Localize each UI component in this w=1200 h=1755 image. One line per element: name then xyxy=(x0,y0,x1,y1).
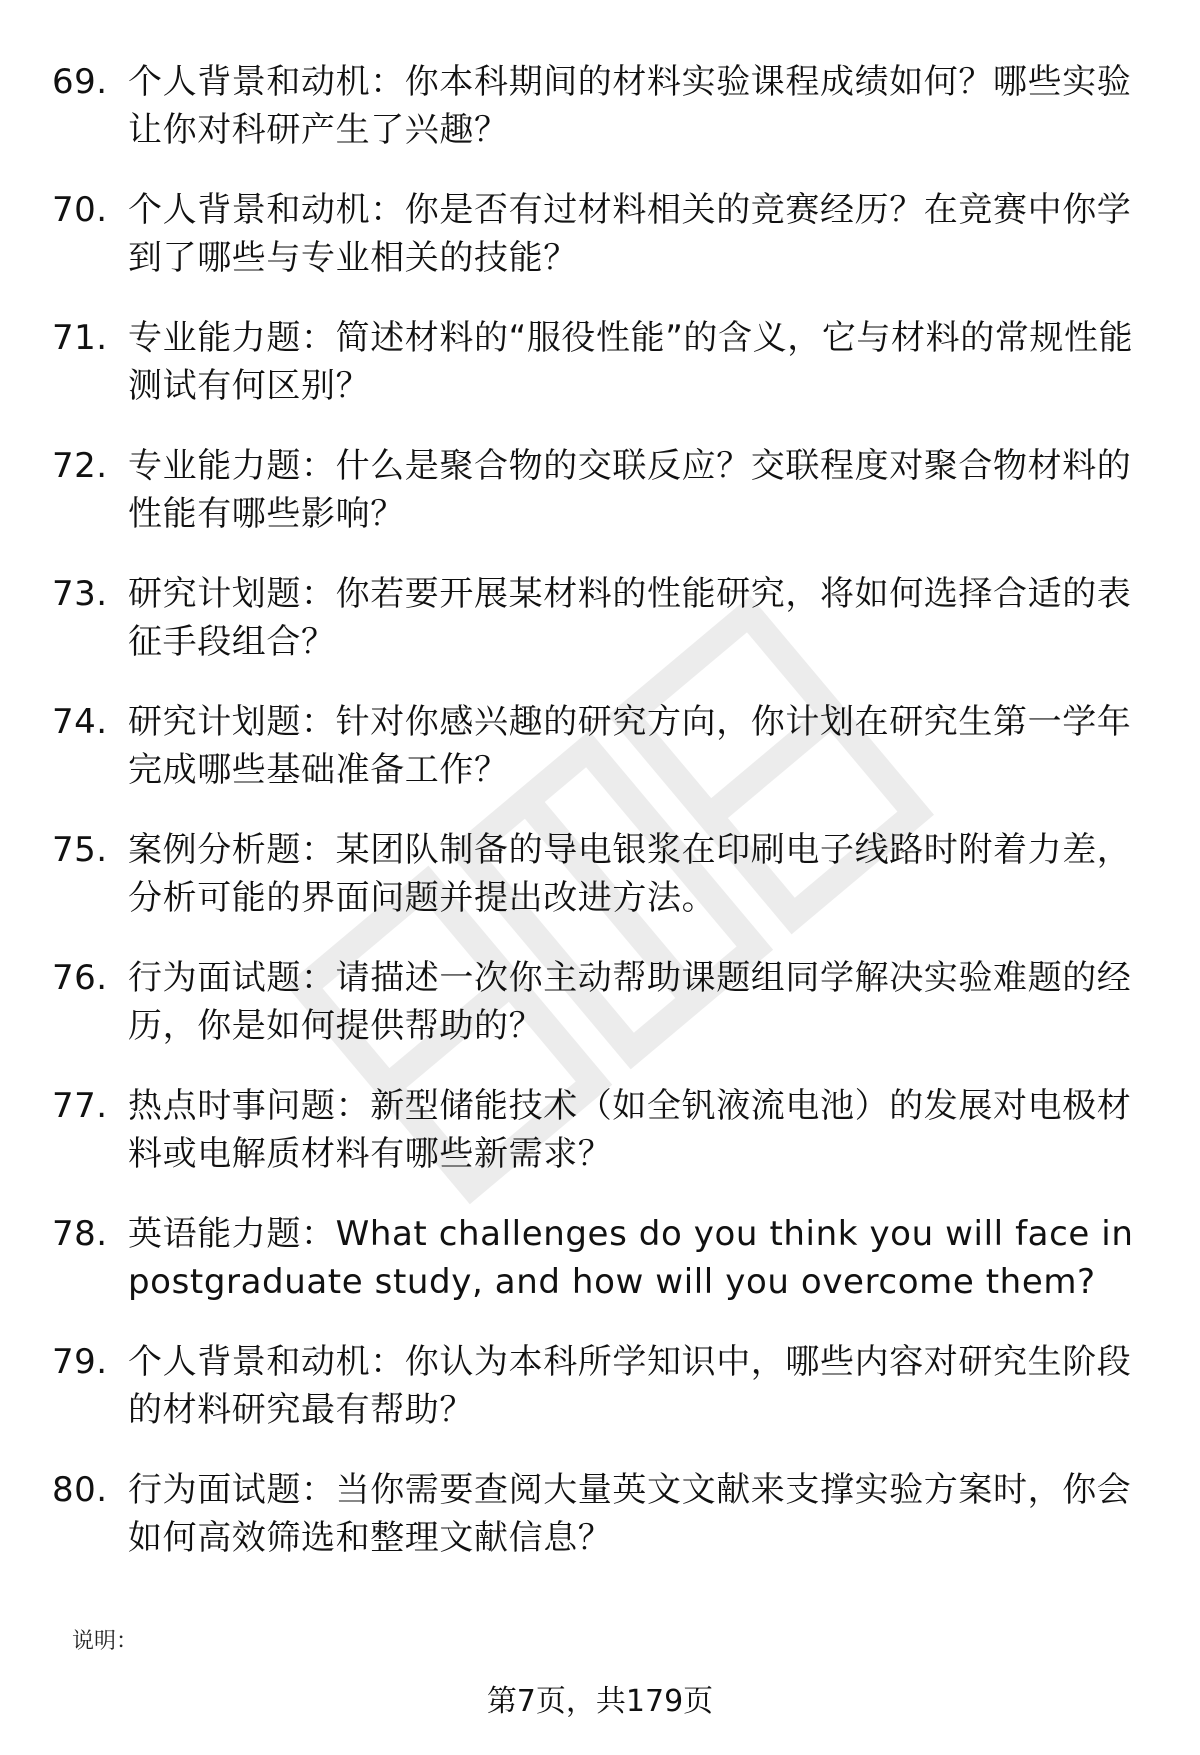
question-text: 行为面试题：请描述一次你主动帮助课题组同学解决实验难题的经历，你是如何提供帮助的？ xyxy=(128,958,1132,1046)
question-number: 75. xyxy=(52,830,108,870)
question-item xyxy=(52,1082,1162,1178)
question-item xyxy=(52,826,1162,922)
question-number: 80. xyxy=(52,1470,108,1510)
question-item xyxy=(52,442,1162,538)
question-text: 专业能力题：简述材料的“服役性能”的含义，它与材料的常规性能测试有何区别？ xyxy=(128,318,1134,406)
question-text: 专业能力题：什么是聚合物的交联反应？交联程度对聚合物材料的性能有哪些影响？ xyxy=(128,446,1132,534)
question-list xyxy=(52,58,1162,1594)
question-number: 78. xyxy=(52,1214,108,1254)
question-number: 69. xyxy=(52,62,108,102)
question-text: 英语能力题：What challenges do you think you will face in postgraduate study, and how will you overcome them? xyxy=(128,1214,1134,1302)
question-number: 73. xyxy=(52,574,108,614)
question-number: 79. xyxy=(52,1342,108,1382)
question-item xyxy=(52,698,1162,794)
question-text: 热点时事问题：新型储能技术（如全钒液流电池）的发展对电极材料或电解质材料有哪些新需求？ xyxy=(128,1086,1132,1174)
question-number: 74. xyxy=(52,702,108,742)
question-text: 个人背景和动机：你本科期间的材料实验课程成绩如何？哪些实验让你对科研产生了兴趣？ xyxy=(128,62,1132,150)
page-footer: 第7页，共179页 xyxy=(486,1684,714,1719)
question-number: 72. xyxy=(52,446,108,486)
question-item xyxy=(52,314,1162,410)
question-text: 研究计划题：针对你感兴趣的研究方向，你计划在研究生第一学年完成哪些基础准备工作？ xyxy=(128,702,1132,790)
question-item xyxy=(52,1210,1162,1306)
question-text: 研究计划题：你若要开展某材料的性能研究，将如何选择合适的表征手段组合？ xyxy=(128,574,1132,662)
question-item xyxy=(52,570,1162,666)
question-number: 77. xyxy=(52,1086,108,1126)
question-text: 个人背景和动机：你是否有过材料相关的竞赛经历？在竞赛中你学到了哪些与专业相关的技能？ xyxy=(128,190,1132,278)
question-number: 70. xyxy=(52,190,108,230)
question-item xyxy=(52,954,1162,1050)
question-text: 个人背景和动机：你认为本科所学知识中，哪些内容对研究生阶段的材料研究最有帮助？ xyxy=(128,1342,1132,1430)
question-item xyxy=(52,1466,1162,1562)
question-number: 76. xyxy=(52,958,108,998)
question-item xyxy=(52,1338,1162,1434)
question-text: 案例分析题：某团队制备的导电银浆在印刷电子线路时附着力差，分析可能的界面问题并提出改进方法。 xyxy=(128,830,1132,918)
question-number: 71. xyxy=(52,318,108,358)
question-item xyxy=(52,186,1162,282)
question-item xyxy=(52,58,1162,154)
note-label: 说明： xyxy=(72,1629,139,1654)
question-text: 行为面试题：当你需要查阅大量英文文献来支撑实验方案时，你会如何高效筛选和整理文献信息？ xyxy=(128,1470,1132,1558)
